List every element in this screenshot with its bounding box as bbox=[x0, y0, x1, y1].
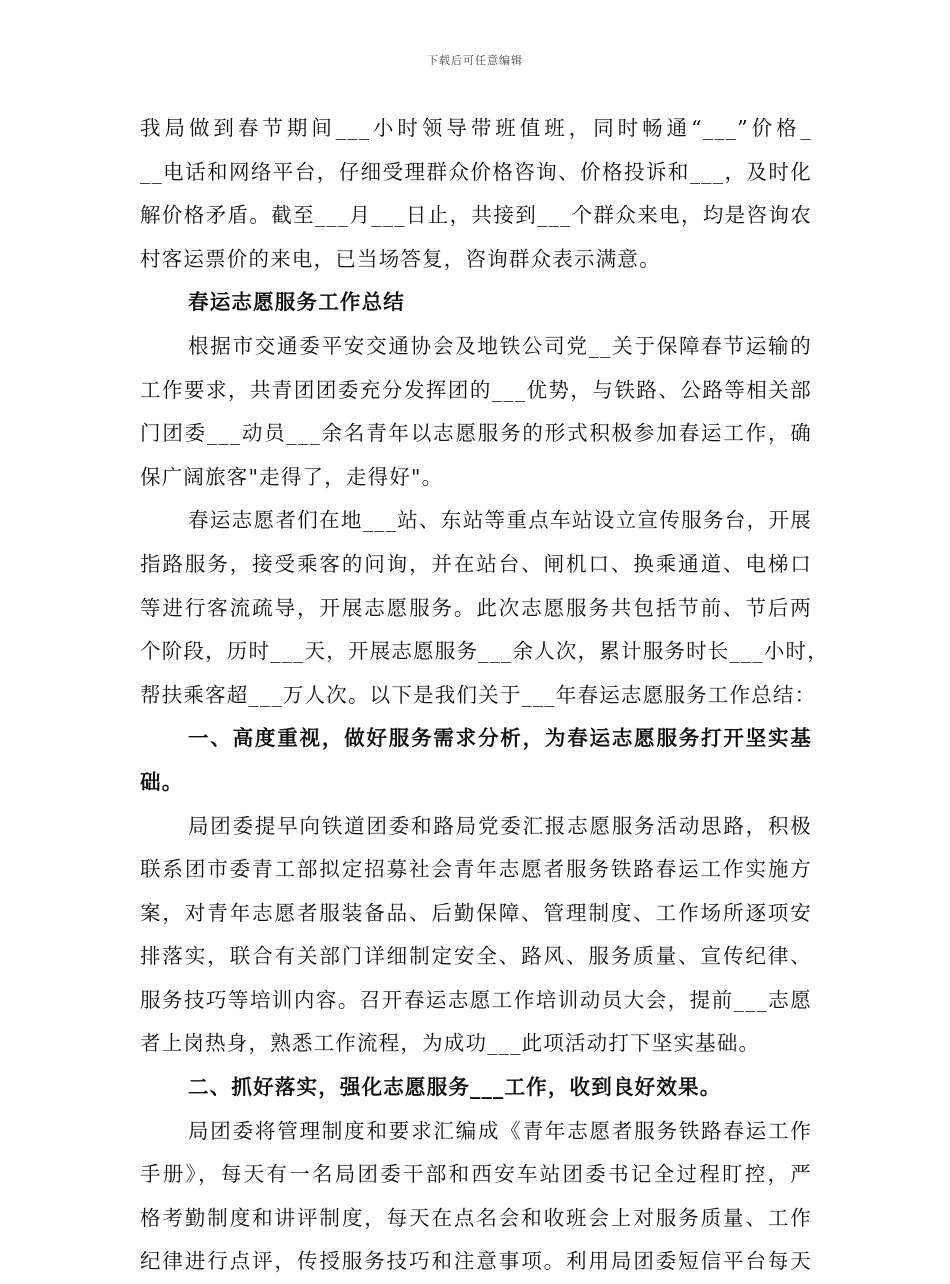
paragraph-line: 个阶段，历时___天，开展志愿服务___余人次，累计服务时长___小时， bbox=[140, 639, 829, 664]
section-title: 春运志愿服务工作总结 bbox=[188, 290, 405, 315]
paragraph-line: 根据市交通委平安交通协会及地铁公司党__关于保障春节运输的 bbox=[188, 333, 812, 358]
paragraph-line: 手册》，每天有一名局团委干部和西安车站团委书记全过程盯控，严 bbox=[140, 1162, 812, 1187]
paragraph-line: 排落实，联合有关部门详细制定安全、路风、服务质量、宣传纪律、 bbox=[140, 944, 812, 969]
paragraph-line: 春运志愿者们在地___站、东站等重点车站设立宣传服务台，开展 bbox=[188, 508, 812, 533]
paragraph-line: 解价格矛盾。截至___月___日止，共接到___个群众来电，均是咨询农 bbox=[140, 203, 812, 228]
heading-2: 二、抓好落实，强化志愿服务___工作，收到良好效果。 bbox=[188, 1075, 722, 1100]
paragraph-line: 纪律进行点评，传授服务技巧和注意事项。利用局团委短信平台每天 bbox=[140, 1249, 812, 1274]
paragraph-line: 者上岗热身，熟悉工作流程，为成功___此项活动打下坚实基础。 bbox=[140, 1031, 761, 1056]
paragraph-line: 工作要求，共青团团委充分发挥团的___优势，与铁路、公路等相关部 bbox=[140, 377, 812, 402]
paragraph-line: 等进行客流疏导，开展志愿服务。此次志愿服务共包括节前、节后两 bbox=[140, 595, 812, 620]
paragraph-line: 指路服务，接受乘客的问询，并在站台、闸机口、换乘通道、电梯口 bbox=[140, 551, 812, 576]
heading-1: 一、高度重视，做好服务需求分析，为春运志愿服务打开坚实基 bbox=[188, 726, 812, 751]
paragraph-line: 格考勤制度和讲评制度，每天在点名会和收班会上对服务质量、工作 bbox=[140, 1205, 812, 1230]
document-body bbox=[140, 107, 829, 1284]
paragraph-line: 帮扶乘客超___万人次。以下是我们关于___年春运志愿服务工作总结： bbox=[140, 682, 817, 707]
paragraph-line: 局团委提早向铁道团委和路局党委汇报志愿服务活动思路，积极 bbox=[188, 813, 812, 838]
page-header: 下载后可任意编辑 bbox=[427, 54, 523, 67]
paragraph-line: 联系团市委青工部拟定招募社会青年志愿者服务铁路春运工作实施方 bbox=[140, 857, 812, 882]
paragraph-line: 我局做到春节期间___小时领导带班值班，同时畅通“___”价格_ bbox=[140, 116, 812, 140]
heading-1-continued: 础。 bbox=[140, 769, 184, 794]
paragraph-line: 村客运票价的来电，已当场答复，咨询群众表示满意。 bbox=[140, 246, 661, 271]
paragraph-line: 局团委将管理制度和要求汇编成《青年志愿者服务铁路春运工作 bbox=[188, 1118, 812, 1143]
paragraph-line: __电话和网络平台，仔细受理群众价格咨询、价格投诉和___，及时化 bbox=[140, 159, 812, 184]
paragraph-line: 服务技巧等培训内容。召开春运志愿工作培训动员大会，提前___志愿 bbox=[140, 987, 812, 1012]
paragraph-line: 案，对青年志愿者服装备品、后勤保障、管理制度、工作场所逐项安 bbox=[140, 900, 812, 925]
paragraph-line: 门团委___动员___余名青年以志愿服务的形式积极参加春运工作，确 bbox=[140, 421, 812, 446]
paragraph-line: 保广阔旅客"走得了，走得好"。 bbox=[140, 464, 444, 489]
